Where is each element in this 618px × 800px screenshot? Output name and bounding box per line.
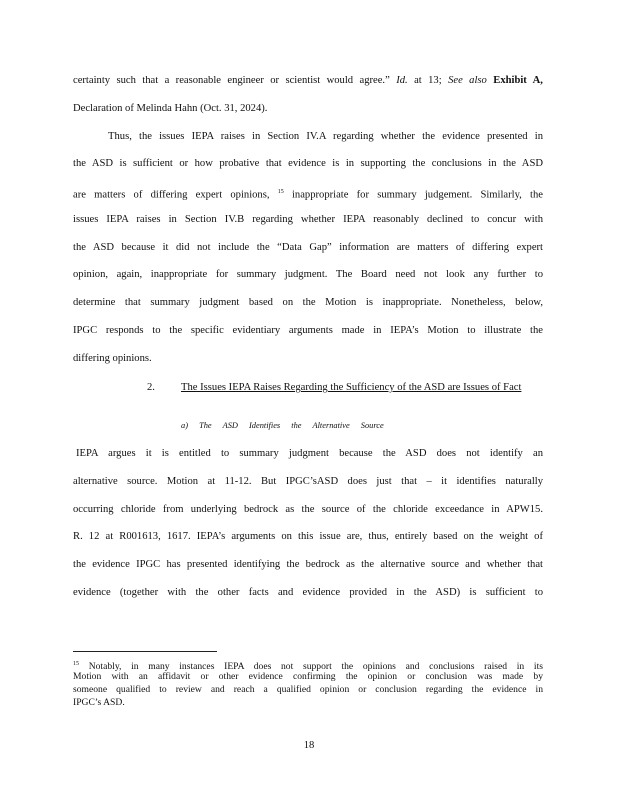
section-heading: The Issues IEPA Raises Regarding the Sufficiency of the ASD are Issues of Fact	[181, 382, 522, 393]
footnote-line-3: someone qualified to review and reach a qualified opinion or conclusion regarding the evidence in	[73, 684, 543, 695]
body-line-12: IEPA argues it is entitled to summary judgment because the ASD does not identify an	[76, 448, 543, 459]
page-number: 18	[303, 740, 315, 751]
footnote-number: 15	[73, 661, 79, 667]
body-line-16: the evidence IPGC has presented identifying the bedrock as the alternative source and whether that	[73, 559, 543, 570]
body-line-10: IPGC responds to the specific evidentiary arguments made in IEPA’s Motion to illustrate the	[73, 325, 543, 336]
body-line-17: evidence (together with the other facts and evidence provided in the ASD) is sufficient to	[73, 587, 543, 598]
body-line-6: issues IEPA raises in Section IV.B regarding whether IEPA reasonably declined to concur with	[73, 214, 543, 225]
body-line-9: determine that summary judgment based on the Motion is inappropriate. Nonetheless, below,	[73, 297, 543, 308]
body-line-5: are matters of differing expert opinions, $^{15}$ inappropriate for summary judgement. Similarly, the	[73, 189, 543, 201]
subsection-heading: a) The ASD Identifies the Alternative Source	[181, 421, 384, 430]
footnote-divider	[73, 651, 217, 652]
body-line-4: the ASD is sufficient or how probative that evidence is in supporting the conclusions in the ASD	[73, 158, 543, 169]
body-line-8: opinion, again, inappropriate for summary judgment. The Board need not look any further to	[73, 269, 543, 280]
body-line-15: R. 12 at R001613, 1617. IEPA’s arguments on this issue are, thus, entirely based on the weight of	[73, 531, 543, 542]
footnote-line-4: IPGC’s ASD.	[73, 697, 125, 708]
body-line-11: differing opinions.	[73, 353, 152, 364]
body-line-7: the ASD because it did not include the “Data Gap” information are matters of differing expert	[73, 242, 543, 253]
footnote-line-1: $^{15}$ Notably, in many instances IEPA does not support the opinions and conclusions raised in its	[73, 661, 543, 673]
section-heading-number: 2.	[147, 382, 155, 393]
body-line-2: Declaration of Melinda Hahn (Oct. 31, 2024).	[73, 103, 268, 114]
body-line-13: alternative source. Motion at 11-12. But IPGC’sASD does just that – it identifies naturally	[73, 476, 543, 487]
body-line-1: certainty such that a reasonable engineer or scientist would agree.” Id. at 13; See also Exhibit A,	[73, 75, 543, 86]
body-line-3: Thus, the issues IEPA raises in Section IV.A regarding whether the evidence presented in	[108, 131, 543, 142]
body-line-14: occurring chloride from underlying bedrock as the source of the chloride exceedance in APW15.	[73, 504, 543, 515]
footnote-reference: 15	[277, 189, 284, 195]
footnote-line-2: Motion with an affidavit or other evidence confirming the opinion or conclusion was made by	[73, 671, 543, 682]
